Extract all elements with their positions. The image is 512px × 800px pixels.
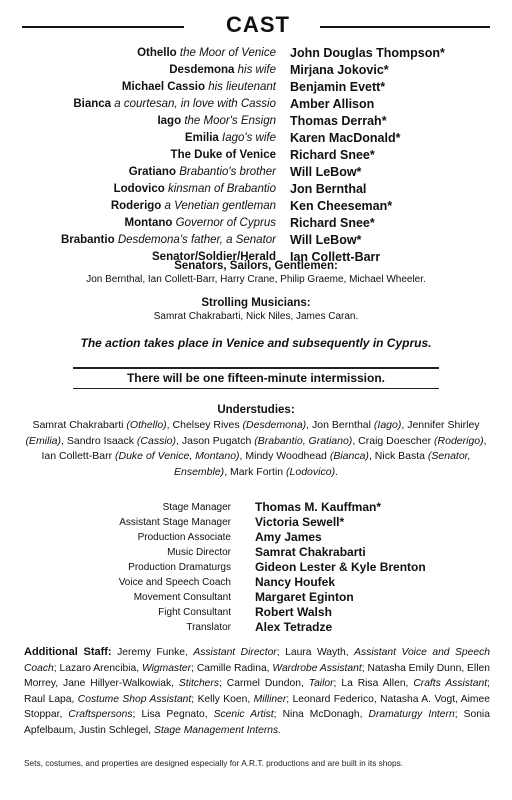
additional-staff-name: Raul Lapa — [24, 693, 72, 705]
additional-staff-name: Sonia Apfelbaum, Justin Schlegel — [24, 709, 490, 736]
cast-role-name: Iago — [157, 115, 182, 127]
understudy-name: Ian Collett-Barr — [41, 450, 113, 462]
additional-staff-role: Costume Shop Assistant — [77, 693, 192, 705]
cast-actor: Mirjana Jokovic* — [290, 63, 389, 77]
cast-role-description: Desdemona's father, a Senator — [117, 234, 276, 246]
additional-staff-name: La Risa Allen — [341, 678, 406, 689]
additional-staff-role: Wigmaster — [141, 662, 192, 674]
staff-name: Thomas M. Kauffman* — [255, 500, 382, 514]
staff-title: Production Associate — [137, 532, 231, 543]
cast-role-description: a courtesan, in love with Cassio — [114, 98, 276, 110]
understudy-item: Sandro Isaack (Cassio), — [66, 434, 182, 447]
senators-heading: Senators, Sailors, Gentlemen: — [174, 260, 338, 272]
title-rule-left — [22, 26, 184, 28]
understudy-name: Chelsey Rives — [172, 419, 240, 431]
understudies-heading: Understudies: — [217, 404, 295, 416]
cast-role-name: Senator/Soldier/Herald — [152, 251, 276, 263]
understudy-role: (Senator, Ensemble) — [173, 450, 471, 478]
intermission-rule-top — [73, 367, 439, 369]
cast-row — [0, 45, 512, 62]
staff-name: Margaret Eginton — [255, 590, 354, 604]
understudy-item: Jennifer Shirley (Emilia), — [25, 419, 480, 447]
cast-row — [0, 198, 512, 215]
understudy-name: Samrat Chakrabarti — [32, 419, 124, 431]
cast-row — [0, 96, 512, 113]
understudy-role: (Duke of Venice, Montano) — [115, 450, 240, 462]
senators-section — [0, 259, 512, 287]
staff-row — [0, 590, 512, 605]
staff-title: Assistant Stage Manager — [119, 517, 231, 528]
cast-role-description: his wife — [237, 64, 276, 76]
additional-staff-item: Camille Radina, Wardrobe Assistant; — [196, 662, 365, 674]
cast-role-name: Lodovico — [113, 183, 165, 195]
understudy-role: (Bianca) — [329, 450, 369, 462]
understudy-name: Mindy Woodhead — [245, 450, 327, 462]
cast-role — [0, 215, 276, 232]
footnote: Sets, costumes, and properties are designed especially for A.R.T. productions and are built in its shops. — [24, 758, 404, 768]
additional-staff-role: Stage Management Interns. — [153, 724, 282, 736]
staff-name: Gideon Lester & Kyle Brenton — [255, 560, 426, 574]
additional-staff-role: Assistant Voice and Speech Coach — [24, 647, 490, 674]
cast-role-name: The Duke of Venice — [170, 149, 276, 161]
staff-row — [0, 605, 512, 620]
additional-staff-role: Milliner — [253, 693, 287, 705]
additional-staff-item: Lisa Pegnato, Scenic Artist; — [141, 709, 277, 720]
additional-staff-role: Stitchers — [178, 678, 219, 689]
cast-row — [0, 113, 512, 130]
additional-staff-role: Craftspersons — [68, 709, 133, 720]
understudy-name: Craig Doescher — [358, 434, 432, 447]
staff-row — [0, 530, 512, 545]
cast-role — [0, 96, 276, 113]
cast-actor: Will LeBow* — [290, 233, 362, 247]
understudy-role: (Iago) — [373, 419, 402, 431]
cast-title-row — [22, 13, 490, 37]
additional-staff-role: Scenic Artist — [213, 709, 274, 720]
understudy-role: (Othello) — [126, 419, 167, 431]
staff-row — [0, 500, 512, 515]
understudy-name: Mark Fortin — [230, 465, 284, 478]
cast-row — [0, 232, 512, 249]
additional-staff-role: Wardrobe Assistant — [272, 662, 362, 674]
staff-name: Robert Walsh — [255, 605, 332, 619]
cast-row — [0, 164, 512, 181]
cast-role — [0, 62, 276, 79]
staff-row — [0, 545, 512, 560]
understudy-role: (Lodovico) — [286, 465, 336, 478]
cast-row — [0, 62, 512, 79]
page-title: CAST — [226, 12, 290, 37]
additional-staff-name: Carmel Dundon — [226, 678, 301, 689]
cast-role — [0, 130, 276, 147]
additional-staff-item: Carmel Dundon, Tailor; — [226, 678, 337, 689]
musicians-heading: Strolling Musicians: — [201, 297, 311, 309]
musicians-section — [0, 296, 512, 324]
cast-role-description: the Moor of Venice — [179, 47, 276, 59]
cast-actor: Thomas Derrah* — [290, 114, 387, 128]
additional-staff-name: Lisa Pegnato — [141, 709, 205, 720]
understudy-item: Chelsey Rives (Desdemona), — [172, 419, 313, 431]
understudy-role: (Cassio) — [136, 434, 177, 447]
understudies-section — [22, 403, 490, 480]
staff-title: Stage Manager — [162, 502, 231, 513]
staff-name: Victoria Sewell* — [255, 515, 345, 529]
cast-role-name: Othello — [137, 47, 177, 59]
additional-staff-name: Nina McDonagh — [282, 709, 360, 720]
staff-row — [0, 575, 512, 590]
understudy-name: Jason Pugatch — [181, 434, 252, 447]
cast-role-name: Emilia — [184, 132, 219, 144]
additional-staff-name: Leonard Federico, Natasha A. Vogt, Aimee Stoppar — [24, 693, 490, 720]
intermission-note: There will be one fifteen-minute intermission. — [126, 371, 386, 385]
cast-actor: Ken Cheeseman* — [290, 199, 393, 213]
staff-title: Music Director — [167, 547, 231, 558]
cast-row — [0, 147, 512, 164]
additional-staff-role: Assistant Director — [193, 647, 277, 658]
additional-staff-item: La Risa Allen, Crafts Assistant; — [341, 678, 490, 689]
cast-role — [0, 147, 276, 164]
cast-role-description: the Moor's Ensign — [184, 115, 276, 127]
staff-row — [0, 620, 512, 635]
understudy-item: Ian Collett-Barr (Duke of Venice, Montano), — [41, 450, 246, 462]
cast-role-description: Brabantio's brother — [179, 166, 276, 178]
understudy-name: Jennifer Shirley — [407, 419, 480, 431]
additional-staff-item: Sonia Apfelbaum, Justin Schlegel, Stage Management Interns. — [24, 709, 490, 736]
understudy-item: Samrat Chakrabarti (Othello), — [32, 419, 173, 431]
staff-title: Movement Consultant — [133, 592, 231, 603]
additional-staff-list — [24, 647, 490, 736]
staff-name: Samrat Chakrabarti — [255, 545, 366, 559]
cast-row — [0, 130, 512, 147]
cast-role — [0, 45, 276, 62]
staff-name: Alex Tetradze — [255, 620, 333, 634]
cast-list — [0, 45, 512, 266]
cast-role-name: Roderigo — [110, 200, 162, 212]
cast-role-name: Brabantio — [60, 234, 115, 246]
additional-staff — [24, 645, 490, 738]
staff-list — [0, 500, 512, 635]
staff-title: Translator — [186, 622, 231, 633]
cast-role-description: kinsman of Brabantio — [167, 183, 276, 195]
intermission-rule-bottom — [73, 388, 439, 390]
intermission-box — [73, 367, 439, 389]
cast-role-name: Gratiano — [128, 166, 176, 178]
cast-role-name: Michael Cassio — [121, 81, 206, 93]
cast-role — [0, 79, 276, 96]
understudy-item: Jason Pugatch (Brabantio, Gratiano), — [181, 434, 359, 447]
cast-actor: John Douglas Thompson* — [290, 46, 445, 60]
additional-staff-name: Jeremy Funke — [117, 647, 185, 658]
cast-actor: Amber Allison — [290, 97, 375, 111]
additional-staff-item: Kelly Koen, Milliner; — [197, 693, 290, 705]
additional-staff-name: Natasha Emily Dunn, Ellen Morrey, Jane Hillyer-Walkowiak — [24, 662, 490, 689]
understudy-role: (Roderigo) — [434, 434, 484, 447]
cast-role-name: Desdemona — [169, 64, 235, 76]
cast-actor: Ian Collett-Barr — [290, 250, 381, 264]
additional-staff-role: Dramaturgy Intern — [368, 709, 455, 720]
musicians-names: Samrat Chakrabarti, Nick Niles, James Caran. — [153, 311, 359, 322]
staff-title: Voice and Speech Coach — [118, 577, 231, 588]
additional-staff-name: Lazaro Arencibia — [59, 662, 137, 674]
additional-staff-item: Natasha Emily Dunn, Ellen Morrey, Jane Hillyer-Walkowiak, Stitchers; — [24, 662, 490, 689]
additional-staff-name: Laura Wayth — [285, 647, 346, 658]
understudy-role: (Brabantio, Gratiano) — [254, 434, 353, 447]
additional-staff-item: Raul Lapa, Costume Shop Assistant; — [24, 693, 195, 705]
title-rule-right — [320, 26, 490, 28]
understudy-item: Mark Fortin (Lodovico). — [230, 465, 338, 478]
understudy-name: Jon Bernthal — [312, 419, 371, 431]
additional-staff-item: Leonard Federico, Natasha A. Vogt, Aimee Stoppar, Craftspersons; — [24, 693, 490, 720]
cast-role-description: Iago's wife — [222, 132, 276, 144]
cast-actor: Will LeBow* — [290, 165, 362, 179]
cast-actor: Richard Snee* — [290, 148, 375, 162]
additional-staff-item: Laura Wayth, Assistant Voice and Speech Coach; — [24, 647, 490, 674]
cast-role-description: Governor of Cyprus — [175, 217, 276, 229]
cast-row — [0, 79, 512, 96]
setting-note: The action takes place in Venice and subsequently in Cyprus. — [80, 336, 432, 350]
cast-role — [0, 113, 276, 130]
cast-role — [0, 181, 276, 198]
cast-role-description: a Venetian gentleman — [164, 200, 276, 212]
additional-staff-role: Tailor — [308, 678, 334, 689]
understudy-name: Sandro Isaack — [66, 434, 134, 447]
understudy-role: (Emilia) — [25, 434, 62, 447]
additional-staff-heading: Additional Staff: — [24, 646, 112, 658]
additional-staff-item: Lazaro Arencibia, Wigmaster; — [59, 662, 194, 674]
cast-role-description: his lieutenant — [208, 81, 276, 93]
cast-actor: Benjamin Evett* — [290, 80, 386, 94]
cast-row — [0, 181, 512, 198]
cast-actor: Karen MacDonald* — [290, 131, 401, 145]
cast-actor: Richard Snee* — [290, 216, 375, 230]
staff-row — [0, 515, 512, 530]
additional-staff-item: Nina McDonagh, Dramaturgy Intern; — [282, 709, 458, 720]
understudy-item: Craig Doescher (Roderigo), — [358, 434, 487, 447]
additional-staff-name: Camille Radina — [196, 662, 267, 674]
additional-staff-name: Kelly Koen — [197, 693, 248, 705]
additional-staff-role: Crafts Assistant — [413, 678, 488, 689]
cast-role-name: Bianca — [73, 98, 112, 110]
staff-name: Nancy Houfek — [255, 575, 336, 589]
senators-names: Jon Bernthal, Ian Collett-Barr, Harry Crane, Philip Graeme, Michael Wheeler. — [86, 274, 426, 285]
cast-role — [0, 232, 276, 249]
cast-role-name: Montano — [124, 217, 173, 229]
cast-row — [0, 215, 512, 232]
additional-staff-item: Jeremy Funke, Assistant Director; — [117, 647, 280, 658]
staff-title: Fight Consultant — [158, 607, 231, 618]
understudy-item: Mindy Woodhead (Bianca), — [245, 450, 375, 462]
cast-role — [0, 198, 276, 215]
staff-row — [0, 560, 512, 575]
understudy-item: Jon Bernthal (Iago), — [312, 419, 408, 431]
cast-actor: Jon Bernthal — [290, 182, 367, 196]
understudy-role: (Desdemona) — [242, 419, 307, 431]
staff-title: Production Dramaturgs — [128, 562, 231, 573]
staff-name: Amy James — [255, 530, 322, 544]
understudy-item: Nick Basta (Senator, Ensemble), — [173, 450, 471, 478]
understudies-list — [22, 418, 490, 480]
understudy-name: Nick Basta — [374, 450, 425, 462]
cast-role — [0, 164, 276, 181]
